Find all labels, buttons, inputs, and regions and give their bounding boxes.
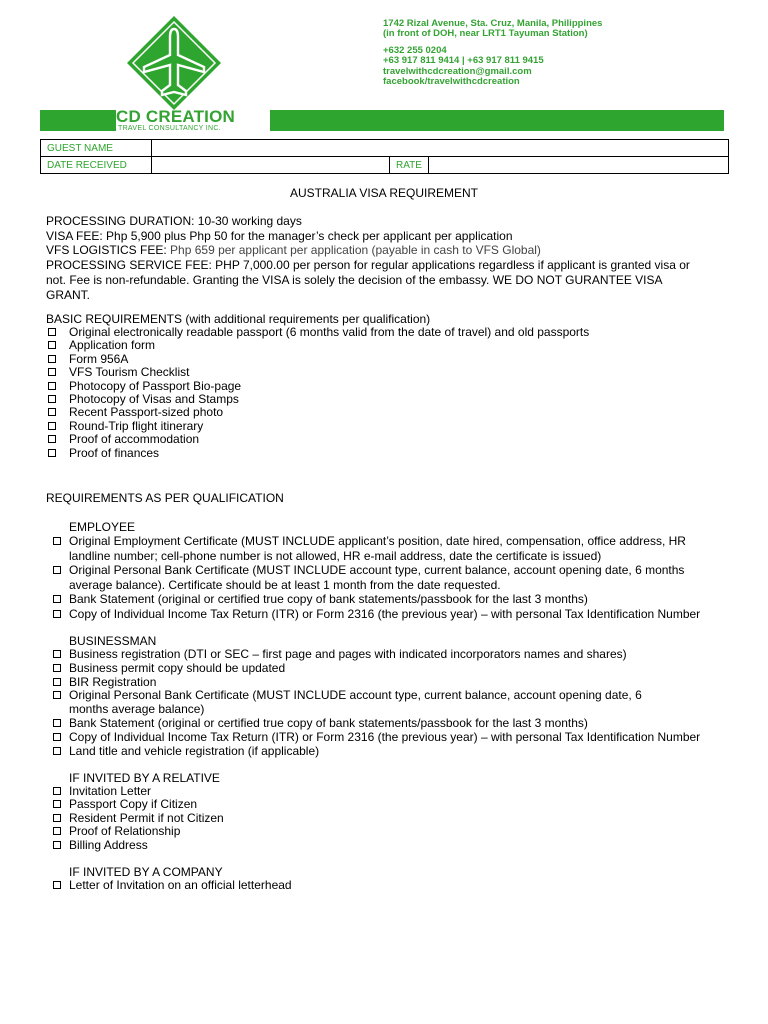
list-item: Copy of Individual Income Tax Return (ITR) or Form 2316 (the previous year) – with personal Tax Identification Number [52,607,700,622]
list-item: Form 956A [46,353,589,366]
service-fee-text: not. Fee is non-refundable. Granting the VISA is solely the decision of the embassy. [46,272,490,287]
list-item: Proof of finances [46,447,589,460]
list-item: Original Employment Certificate (MUST INCLUDE applicant’s position, date hired, compensation, office address, HR [52,534,700,549]
guest-name-field[interactable] [152,140,729,157]
airplane-icon [126,15,222,111]
checkbox-icon[interactable] [48,422,56,430]
checkbox-icon[interactable] [48,449,56,457]
checkbox-icon[interactable] [53,733,61,741]
company-list [52,879,292,892]
checkbox-icon[interactable] [53,691,61,699]
list-item: Recent Passport-sized photo [46,406,589,419]
list-item: Original Personal Bank Certificate (MUST INCLUDE account type, current balance, account opening date, 6 months [52,563,700,578]
checkbox-icon[interactable] [48,435,56,443]
checkbox-icon[interactable] [48,382,56,390]
date-received-field[interactable] [152,157,390,174]
checkbox-icon[interactable] [53,719,61,727]
list-item-continuation: landline number; cell-phone number is not allowed, HR e-mail address, date the certificate is issued) [69,548,602,563]
checkbox-icon[interactable] [53,610,61,618]
employee-heading: EMPLOYEE [69,520,136,534]
checkbox-icon[interactable] [53,747,61,755]
address-note: (in front of DOH, near LRT1 Tayuman Station) [383,28,588,40]
checkbox-icon[interactable] [53,650,61,658]
list-item: Business registration (DTI or SEC – first page and pages with indicated incorporators names and shares) [52,648,700,662]
list-item: Photocopy of Passport Bio-page [46,380,589,393]
vfs-fee-label: VFS LOGISTICS FEE: [46,243,167,258]
rate-field[interactable] [429,157,729,174]
checkbox-icon[interactable] [53,537,61,545]
document-title: AUSTRALIA VISA REQUIREMENT [289,186,479,200]
list-item: Copy of Individual Income Tax Return (ITR) or Form 2316 (the previous year) – with personal Tax Identification Number [52,731,700,745]
checkbox-icon[interactable] [53,787,61,795]
checkbox-icon[interactable] [48,355,56,363]
list-item: Bank Statement (original or certified true copy of bank statements/passbook for the last 3 months) [52,592,700,607]
checkbox-icon[interactable] [48,408,56,416]
visa-fee: VISA FEE: Php 5,900 plus Php 50 for the manager’s check per applicant per application [46,228,513,243]
list-item: Passport Copy if Citizen [52,798,224,811]
list-item: Application form [46,339,589,352]
list-item: Photocopy of Visas and Stamps [46,393,589,406]
checkbox-icon[interactable] [53,881,61,889]
checkbox-icon[interactable] [53,664,61,672]
list-item: Land title and vehicle registration (if applicable) [52,745,700,759]
vfs-fee-value: Php 659 per applicant per application (payable in cash to VFS Global) [166,243,541,258]
list-item: Original electronically readable passport (6 months valid from the date of travel) and old passports [46,326,589,339]
relative-heading: IF INVITED BY A RELATIVE [69,771,220,785]
list-item: Round-Trip flight itinerary [46,420,589,433]
basic-heading-note: (with additional requirements per qualification) [182,312,431,326]
contact-block [383,19,602,87]
rate-label: RATE [390,157,429,174]
list-item-continuation: average balance). Certificate should be at least 1 month from the date requested. [69,577,501,592]
list-item: Resident Permit if not Citizen [52,812,224,825]
businessman-heading: BUSINESSMAN [69,634,157,648]
processing-duration: PROCESSING DURATION: 10-30 working days [46,214,302,228]
no-guarantee-note: WE DO NOT GURANTEE VISA [489,272,663,287]
vfs-fee [46,243,690,258]
list-item-continuation: months average balance) [69,702,205,717]
phone-landline: +632 255 0204 [383,44,447,56]
list-item: Proof of accommodation [46,433,589,446]
employee-list [52,534,700,622]
basic-heading-text: BASIC REQUIREMENTS [46,312,183,326]
fees-section [46,214,690,302]
guest-name-label: GUEST NAME [41,140,152,157]
list-item: Invitation Letter [52,785,224,798]
basic-requirements-list [46,326,589,460]
no-guarantee-end: GRANT. [46,287,91,302]
list-item: BIR Registration [52,676,700,690]
service-fee-line1: PROCESSING SERVICE FEE: PHP 7,000.00 per person for regular applications regardless if applicant is granted visa or [46,258,690,273]
email-address[interactable]: travelwithcdcreation@gmail.com [383,65,532,77]
relative-list [52,785,224,852]
checkbox-icon[interactable] [48,341,56,349]
date-received-label: DATE RECEIVED [41,157,152,174]
facebook-link[interactable]: facebook/travelwithcdcreation [383,76,520,88]
list-item: Business permit copy should be updated [52,662,700,676]
brand-tagline: TRAVEL CONSULTANCY INC. [118,125,221,132]
checkbox-icon[interactable] [53,678,61,686]
checkbox-icon[interactable] [48,368,56,376]
checkbox-icon[interactable] [53,827,61,835]
service-fee-line2 [46,273,690,288]
list-item: Billing Address [52,839,224,852]
list-item: Letter of Invitation on an official letterhead [52,879,292,892]
list-item: Proof of Relationship [52,825,224,838]
checkbox-icon[interactable] [53,595,61,603]
businessman-list [52,648,700,758]
checkbox-icon[interactable] [48,328,56,336]
guest-info-table [40,139,729,174]
brand-name: CD CREATION [116,107,235,126]
phone-mobile: +63 917 811 9414 | +63 917 811 9415 [383,55,544,67]
list-item: Bank Statement (original or certified true copy of bank statements/passbook for the last 3 months) [52,717,700,731]
address-line: 1742 Rizal Avenue, Sta. Cruz, Manila, Philippines [383,18,603,29]
checkbox-icon[interactable] [48,395,56,403]
list-item: Original Personal Bank Certificate (MUST INCLUDE account type, current balance, account opening date, 6 [52,689,700,703]
checkbox-icon[interactable] [53,566,61,574]
company-heading: IF INVITED BY A COMPANY [69,865,223,879]
qualification-heading: REQUIREMENTS AS PER QUALIFICATION [46,491,284,505]
checkbox-icon[interactable] [53,841,61,849]
checkbox-icon[interactable] [53,800,61,808]
list-item: VFS Tourism Checklist [46,366,589,379]
checkbox-icon[interactable] [53,814,61,822]
basic-requirements-heading [46,312,430,326]
